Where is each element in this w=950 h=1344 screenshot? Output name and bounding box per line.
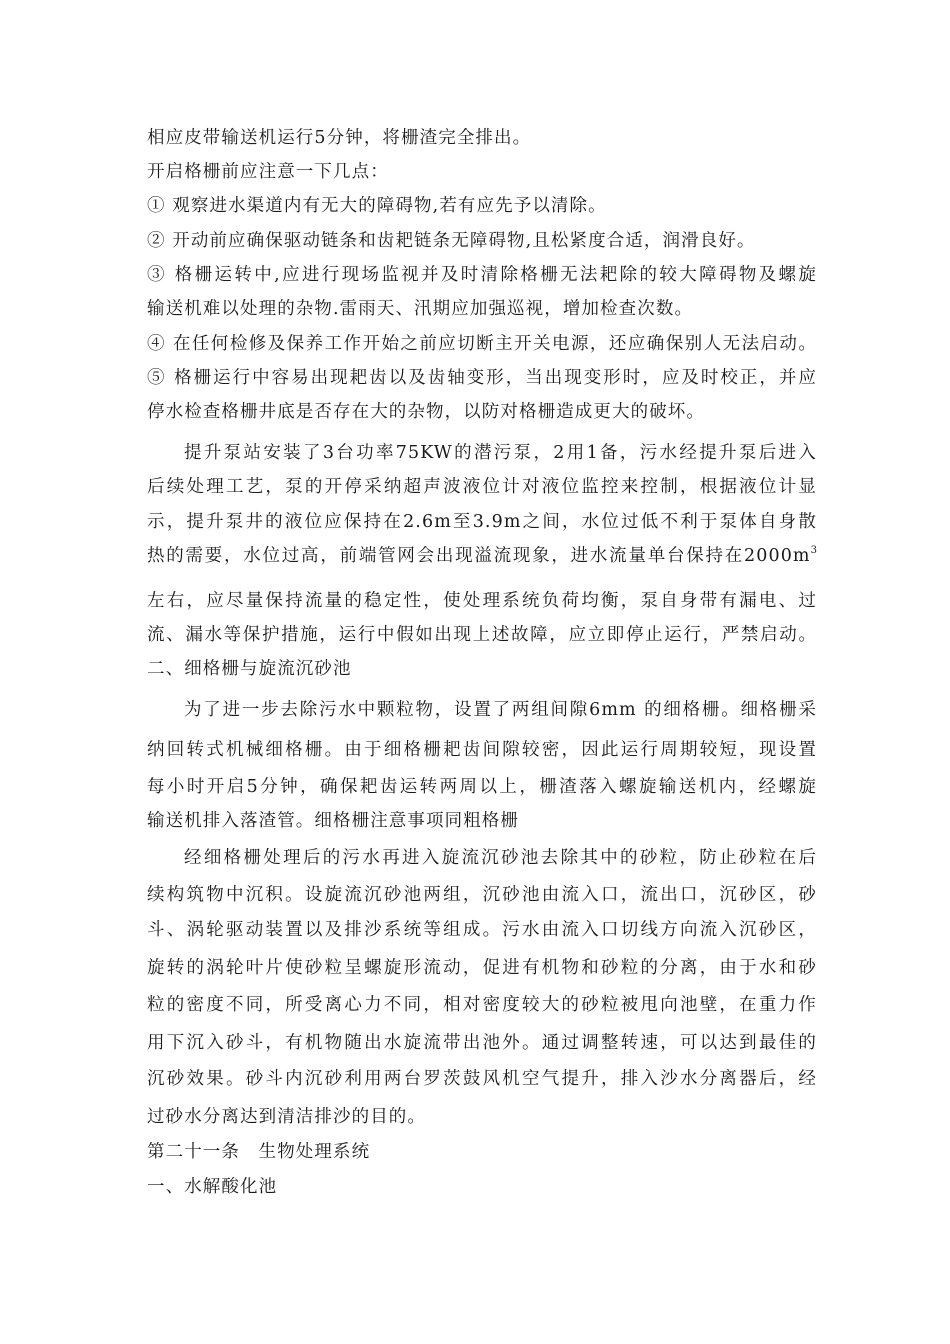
article-heading: 第二十一条 生物处理系统 xyxy=(147,1142,371,1162)
paragraph-line: 续构筑物中沉积。设旋流沉砂池两组，沉砂池由流入口，流出口，沉砂区，砂 xyxy=(147,885,817,905)
paragraph-line: 旋转的涡轮叶片使砂粒呈螺旋形流动，促进有机物和砂粒的分离，由于水和砂 xyxy=(147,958,817,978)
paragraph-line: 粒的密度不同，所受离心力不同，相对密度较大的砂粒被甩向池壁，在重力作 xyxy=(147,995,817,1015)
paragraph-line: 用下沉入砂斗，有机物随出水旋流带出池外。通过调整转速，可以达到最佳的 xyxy=(147,1033,817,1053)
list-item: ④ 在任何检修及保养工作开始之前应切断主开关电源，还应确保别人无法启动。 xyxy=(147,334,817,354)
paragraph-line: 流、漏水等保护措施，运行中假如出现上述故障，应立即停止运行，严禁启动。 xyxy=(147,625,817,645)
paragraph-line: 左右，应尽量保持流量的稳定性，使处理系统负荷均衡，泵自身带有漏电、过 xyxy=(147,591,817,611)
text-line: 相应皮带输送机运行5分钟，将栅渣完全排出。 xyxy=(147,128,532,148)
paragraph-line: 后续处理工艺，泵的开停采纳超声波液位计对液位监控来控制，根据液位计显 xyxy=(147,477,817,497)
paragraph-line: 沉砂效果。砂斗内沉砂利用两台罗茨鼓风机空气提升，排入沙水分离器后，经 xyxy=(147,1069,817,1089)
list-item: ③ 格栅运转中,应进行现场监视并及时清除格栅无法耙除的较大障碍物及螺旋 xyxy=(147,265,817,285)
superscript-3: 3 xyxy=(810,545,817,556)
list-item: ② 开动前应确保驱动链条和齿耙链条无障碍物,且松紧度合适，润滑良好。 xyxy=(147,231,756,251)
paragraph-line: 提升泵站安装了3台功率75KW的潜污泵，2用1备，污水经提升泵后进入 xyxy=(184,443,817,463)
list-item: ⑤ 格栅运行中容易出现耙齿以及齿轴变形，当出现变形时，应及时校正，并应 xyxy=(147,368,817,388)
paragraph-line: 为了进一步去除污水中颗粒物，设置了两组间隙6mm 的细格栅。细格栅采 xyxy=(184,700,817,720)
section-heading: 二、细格栅与旋流沉砂池 xyxy=(147,659,352,679)
paragraph-line-text: 热的需要，水位过高，前端管网会出现溢流现象，进水流量单台保持在2000m xyxy=(147,546,811,566)
list-item-continuation: 停水检查格栅井底是否存在大的杂物，以防对格栅造成更大的破坏。 xyxy=(147,402,705,422)
section-heading: 一、水解酸化池 xyxy=(147,1177,278,1197)
paragraph-line: 经细格栅处理后的污水再进入旋流沉砂池去除其中的砂粒，防止砂粒在后 xyxy=(184,848,817,868)
paragraph-line: 纳回转式机械细格栅。由于细格栅耙齿间隙较密，因此运行周期较短，现设置 xyxy=(147,740,817,760)
paragraph-line xyxy=(147,539,817,573)
paragraph-line: 示，提升泵井的液位应保持在2.6m至3.9m之间，水位过低不利于泵体自身散 xyxy=(147,512,817,532)
list-item-continuation: 输送机难以处理的杂物.雷雨天、汛期应加强巡视，增加检查次数。 xyxy=(147,299,694,319)
text-line: 开启格栅前应注意一下几点： xyxy=(147,162,389,182)
paragraph-line: 每小时开启5分钟，确保耙齿运转两周以上，栅渣落入螺旋输送机内，经螺旋 xyxy=(147,777,817,797)
list-item: ① 观察进水渠道内有无大的障碍物,若有应先予以清除。 xyxy=(147,196,607,216)
paragraph-line: 斗、涡轮驱动装置以及排沙系统等组成。污水由流入口切线方向流入沉砂区， xyxy=(147,920,817,940)
paragraph-line: 过砂水分离达到清洁排沙的目的。 xyxy=(147,1107,426,1127)
paragraph-line: 输送机排入落渣管。细格栅注意事项同粗格栅 xyxy=(147,811,519,831)
